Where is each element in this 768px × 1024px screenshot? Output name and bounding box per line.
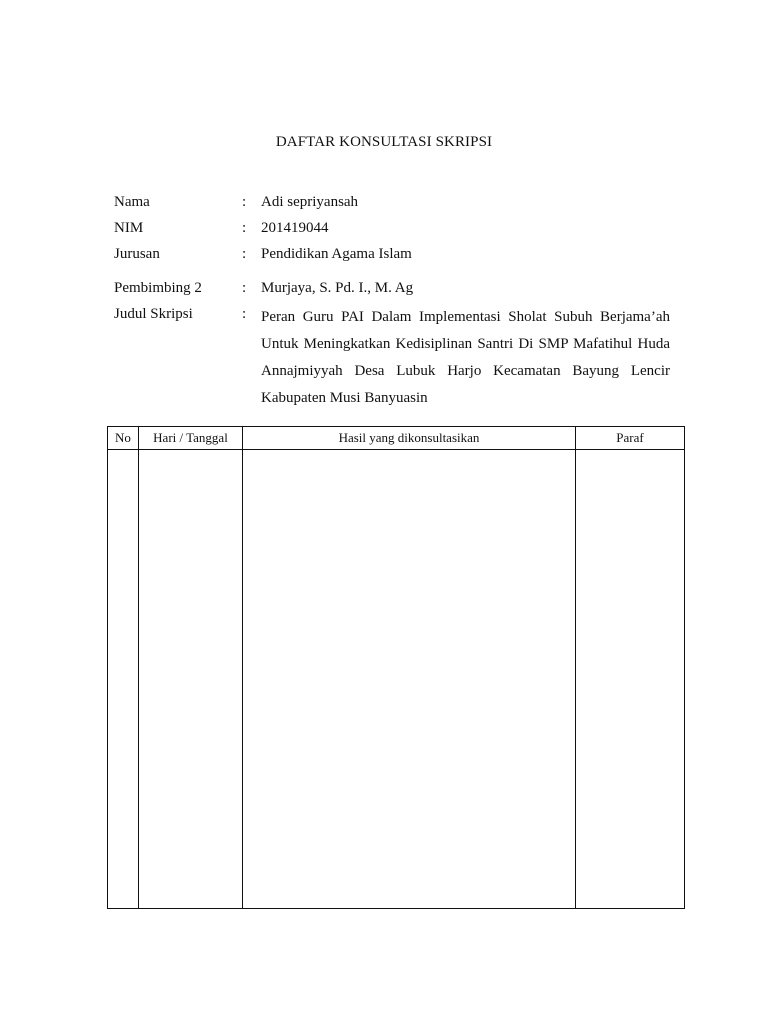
cell-hari-tanggal	[139, 450, 243, 909]
judul-label: Judul Skripsi	[114, 306, 193, 322]
table-header-row	[108, 427, 685, 450]
nama-label: Nama	[114, 194, 150, 210]
page-title: DAFTAR KONSULTASI SKRIPSI	[275, 134, 493, 150]
jurusan-colon: :	[242, 246, 247, 262]
judul-value: Peran Guru PAI Dalam Implementasi Sholat Subuh Berjama’ah Untuk Meningkatkan Kedisiplinan Santri Di SMP Mafatihul Huda Annajmiyyah Desa Lubuk Harjo Kecamatan Bayung Lencir Kabupaten Musi Banyuasin	[261, 309, 670, 406]
consultation-table	[107, 426, 685, 909]
header-hasil: Hasil yang dikonsultasikan	[243, 427, 576, 450]
jurusan-label: Jurusan	[114, 246, 160, 262]
nama-colon: :	[242, 194, 247, 210]
nim-colon: :	[242, 220, 247, 236]
nama-value: Adi sepriyansah	[261, 194, 359, 210]
pembimbing-colon: :	[242, 280, 247, 296]
cell-no	[108, 450, 139, 909]
table-row	[108, 450, 685, 909]
header-paraf: Paraf	[576, 427, 685, 450]
header-hari-tanggal: Hari / Tanggal	[139, 427, 243, 450]
pembimbing-value: Murjaya, S. Pd. I., M. Ag	[261, 280, 414, 296]
nim-value: 201419044	[261, 220, 329, 236]
nim-label: NIM	[114, 220, 144, 236]
judul-colon: :	[242, 306, 247, 322]
cell-paraf	[576, 450, 685, 909]
cell-hasil	[243, 450, 576, 909]
header-no: No	[108, 427, 139, 450]
pembimbing-label: Pembimbing 2	[114, 280, 202, 296]
jurusan-value: Pendidikan Agama Islam	[261, 246, 412, 262]
